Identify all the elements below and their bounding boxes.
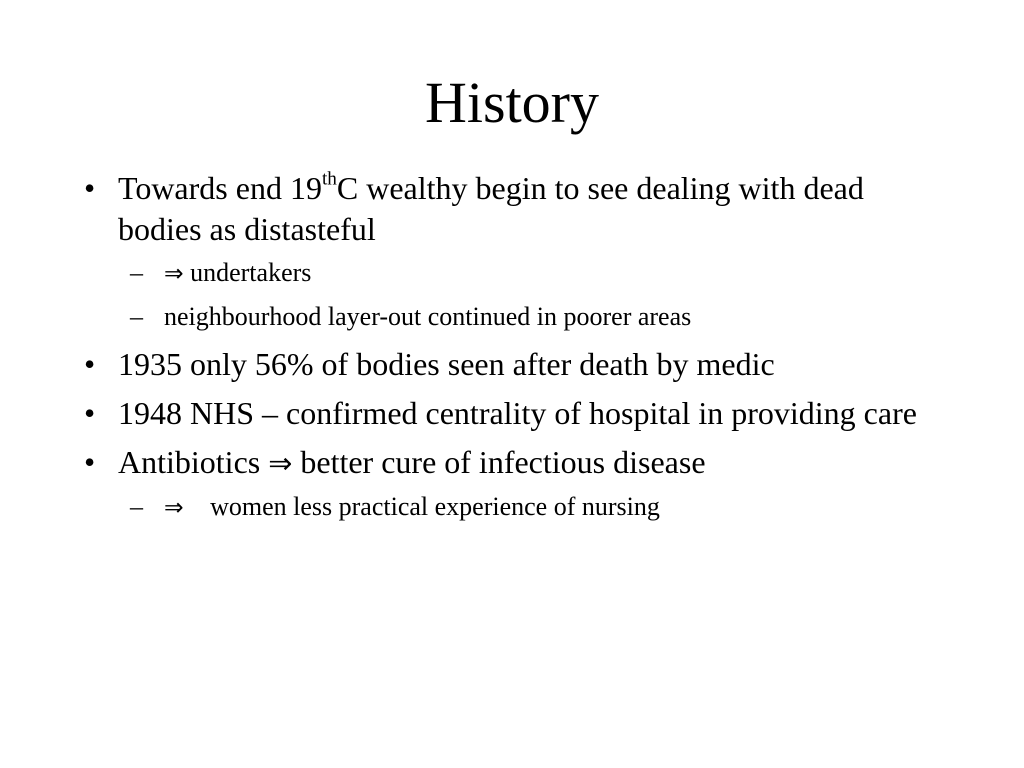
bullet-text-part: Towards end 19 bbox=[118, 170, 322, 206]
implies-arrow-icon: ⇒ bbox=[268, 446, 293, 480]
dash-marker: – bbox=[130, 492, 143, 521]
bullet-text: 1948 NHS – confirmed centrality of hospital in providing care bbox=[118, 395, 917, 431]
implies-arrow-icon: ⇒ bbox=[164, 259, 184, 287]
sub-bullet-list bbox=[118, 488, 918, 526]
bullet-text-part: C wealthy begin to see dealing with dead bodies as distasteful bbox=[118, 170, 864, 247]
bullet-item-4 bbox=[84, 442, 918, 526]
sub-bullet-text: neighbourhood layer-out continued in poorer areas bbox=[164, 302, 692, 331]
bullet-item-3 bbox=[84, 393, 918, 434]
slide-title: History bbox=[425, 70, 599, 135]
bullet-marker: • bbox=[84, 444, 96, 480]
sub-bullet-item bbox=[130, 298, 918, 336]
dash-marker: – bbox=[130, 302, 143, 331]
sub-bullet-text: undertakers bbox=[190, 258, 312, 287]
bullet-item-2 bbox=[84, 344, 918, 385]
bullet-item-1 bbox=[84, 168, 918, 336]
sub-bullet-list bbox=[118, 254, 918, 336]
sub-bullet-text: women less practical experience of nursing bbox=[210, 492, 660, 521]
bullet-text-part: Antibiotics bbox=[118, 444, 261, 480]
bullet-marker: • bbox=[84, 395, 96, 431]
bullet-marker: • bbox=[84, 170, 96, 206]
sub-bullet-item bbox=[130, 254, 918, 292]
superscript-text: th bbox=[321, 168, 337, 190]
bullet-text: 1935 only 56% of bodies seen after death by medic bbox=[118, 346, 775, 382]
sub-bullet-item bbox=[130, 488, 918, 526]
bullet-marker: • bbox=[84, 346, 96, 382]
implies-arrow-icon: ⇒ bbox=[164, 493, 184, 521]
bullet-text-part: better cure of infectious disease bbox=[300, 444, 706, 480]
bullet-list bbox=[0, 168, 1024, 534]
dash-marker: – bbox=[130, 258, 143, 287]
